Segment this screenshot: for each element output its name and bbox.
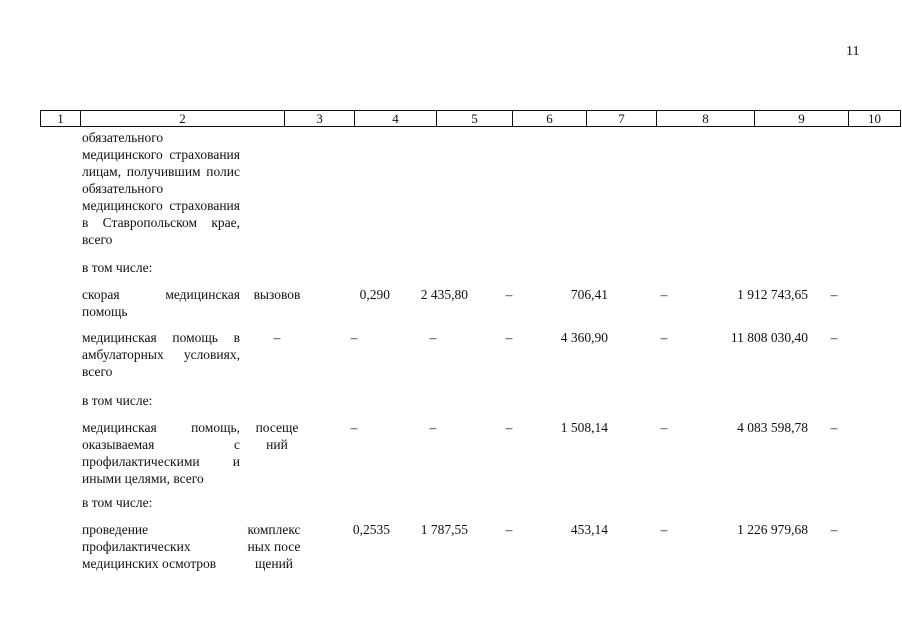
row-ambulance-c5: 2 435,80: [420, 287, 468, 302]
in-total-label-1: в том числе:: [82, 260, 153, 275]
row-prophylactic-unit: посещений: [255, 420, 299, 452]
row-ambulance-c8: –: [660, 287, 668, 302]
row-prophylactic-c4: –: [350, 420, 358, 435]
row-ambulance-c9: 1 912 743,65: [737, 287, 808, 302]
row-prophylactic-c6: –: [505, 420, 513, 435]
row-outpatient-c6: –: [505, 330, 513, 345]
header-col-8: 8: [657, 111, 755, 127]
row-prophylactic-c5: –: [429, 420, 437, 435]
row-outpatient-c9: 11 808 030,40: [730, 330, 808, 345]
header-col-3: 3: [285, 111, 355, 127]
row-checkups-c6: –: [505, 522, 513, 537]
row-prophylactic-c8: –: [660, 420, 668, 435]
row-outpatient-c7: 4 360,90: [560, 330, 608, 345]
row-ambulance-unit: вызовов: [253, 287, 301, 302]
header-col-2: 2: [81, 111, 285, 127]
header-col-5: 5: [437, 111, 513, 127]
row-checkups-name: проведение профилактических медицинских осмотров: [82, 522, 217, 571]
header-col-1: 1: [41, 111, 81, 127]
row-prophylactic-c9: 4 083 598,78: [737, 420, 808, 435]
row-checkups-c7: 453,14: [570, 522, 608, 537]
row-outpatient-c10: –: [830, 330, 838, 345]
header-col-10: 10: [849, 111, 901, 127]
row-prophylactic-c7: 1 508,14: [560, 420, 608, 435]
row-outpatient-unit: –: [273, 330, 281, 345]
row-outpatient-c4: –: [350, 330, 358, 345]
row-ambulance-c10: –: [830, 287, 838, 302]
row-ambulance-c7: 706,41: [570, 287, 608, 302]
row-checkups-c8: –: [660, 522, 668, 537]
row-checkups-c5: 1 787,55: [420, 522, 468, 537]
row-outpatient-c8: –: [660, 330, 668, 345]
row-prophylactic-name: медицинская помощь, оказываемая с профилактическими и иными целями, всего: [82, 420, 240, 486]
column-number-header: [40, 110, 901, 127]
row-prophylactic-c10: –: [830, 420, 838, 435]
row-checkups-c10: –: [830, 522, 838, 537]
header-col-6: 6: [513, 111, 587, 127]
page-number: 11: [846, 44, 860, 59]
header-col-4: 4: [355, 111, 437, 127]
row-checkups-c4: 0,2535: [352, 522, 390, 537]
in-total-label-3: в том числе:: [82, 495, 153, 510]
header-col-9: 9: [755, 111, 849, 127]
row-outpatient-name: медицинская помощь в амбулаторных условиях, всего: [82, 330, 240, 379]
row-checkups-unit: комплексных посещений: [247, 522, 301, 571]
header-col-7: 7: [587, 111, 657, 127]
row-ambulance-c6: –: [505, 287, 513, 302]
intro-text: обязательного медицинского страхования лицам, получившим полис обязательного медицинского страхования в Ставропольском крае, всего: [82, 130, 240, 247]
in-total-label-2: в том числе:: [82, 393, 153, 408]
row-ambulance-name: скорая медицинская помощь: [82, 287, 240, 319]
row-outpatient-c5: –: [429, 330, 437, 345]
row-checkups-c9: 1 226 979,68: [737, 522, 808, 537]
row-ambulance-c4: 0,290: [359, 287, 390, 302]
